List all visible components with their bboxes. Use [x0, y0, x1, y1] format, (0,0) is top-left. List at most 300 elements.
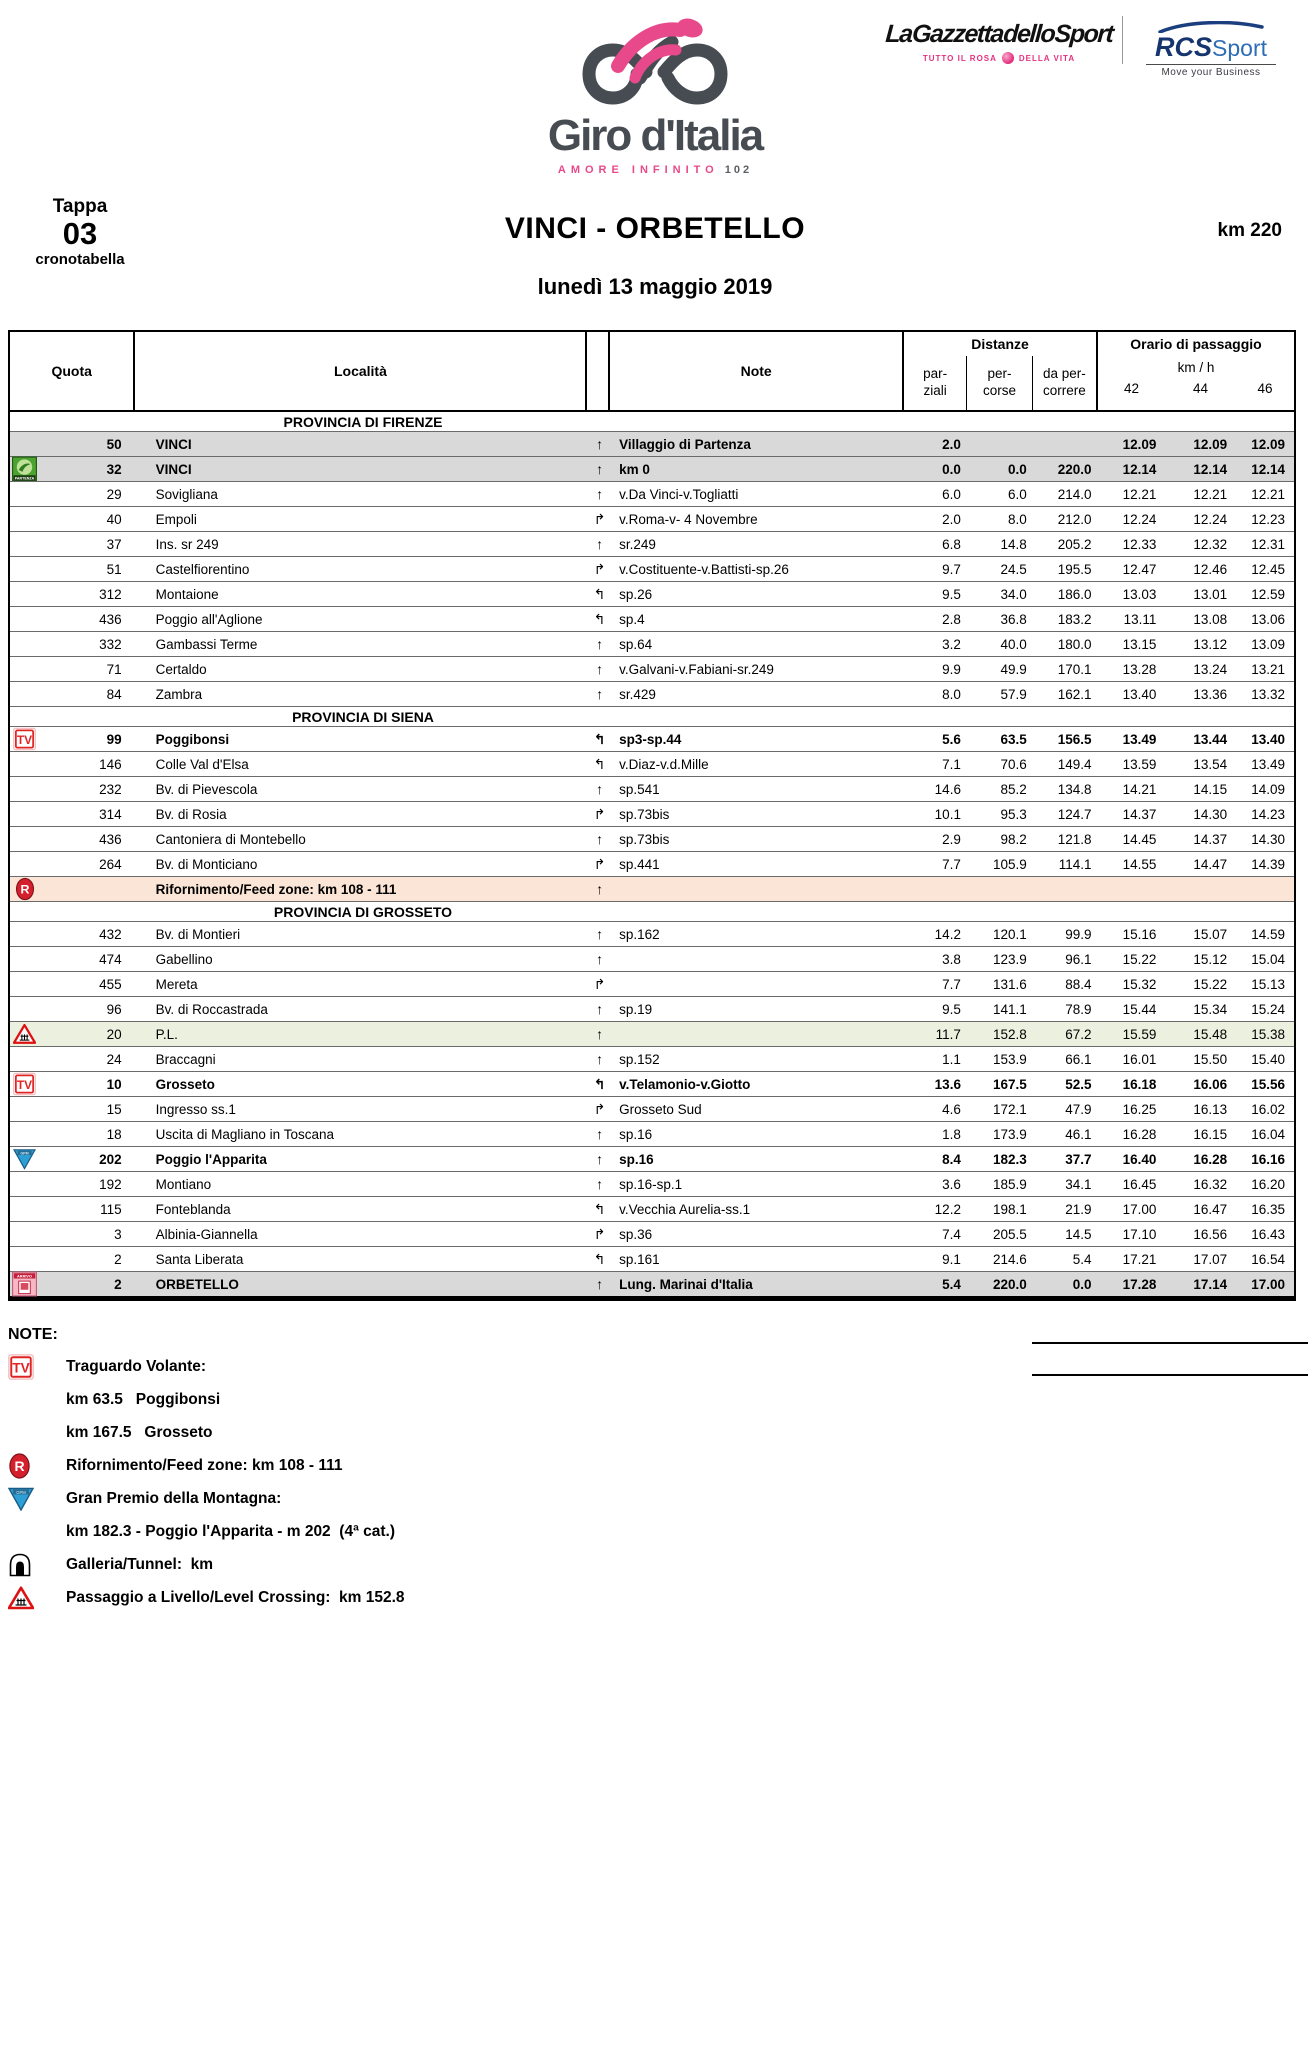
direction-arrow-icon: ↱ — [593, 510, 606, 527]
dapercorrere-cell: 134.8 — [1057, 781, 1092, 797]
quota-cell: 115 — [100, 1201, 122, 1217]
province-section-row — [10, 706, 1294, 726]
time-46-cell: 13.06 — [1251, 611, 1286, 627]
dapercorrere-cell: 205.2 — [1057, 536, 1092, 552]
finish-icon — [12, 1272, 37, 1297]
dapercorrere-cell: 46.1 — [1065, 1126, 1092, 1142]
time-44-cell: 13.12 — [1193, 636, 1228, 652]
time-42-cell: 16.01 — [1122, 1051, 1157, 1067]
logo-divider — [1122, 16, 1123, 64]
stage-distance: km 220 — [1217, 220, 1282, 241]
note-cell: v.Diaz-v.d.Mille — [619, 756, 709, 772]
time-44-cell: 14.37 — [1193, 831, 1228, 847]
time-46-cell: 17.00 — [1251, 1276, 1286, 1292]
giro-wordmark: Giro d'Italia — [547, 111, 763, 160]
parziali-cell: 14.6 — [934, 781, 961, 797]
column-header-quota: Quota — [10, 332, 135, 410]
feed-zone-icon — [8, 1453, 38, 1479]
time-46-cell: 13.09 — [1251, 636, 1286, 652]
time-42-cell: 12.09 — [1122, 436, 1157, 452]
time-44-cell: 14.15 — [1193, 781, 1228, 797]
localita-cell: Montiano — [155, 1176, 212, 1192]
quota-cell: 146 — [99, 756, 122, 772]
note-cell: sp.19 — [619, 1001, 653, 1017]
table-row — [10, 606, 1294, 631]
percorse-cell: 220.0 — [992, 1276, 1027, 1292]
giro-tagline: AMORE INFINITO 102 — [557, 164, 753, 176]
dapercorrere-cell: 162.1 — [1057, 686, 1092, 702]
localita-cell: Cantoniera di Montebello — [155, 831, 306, 847]
parziali-cell: 9.5 — [942, 1001, 961, 1017]
legend-item — [8, 1449, 908, 1482]
quota-cell: 3 — [114, 1226, 122, 1242]
quota-cell: 436 — [99, 831, 122, 847]
note-cell: v.Costituente-v.Battisti-sp.26 — [619, 561, 789, 577]
page-title: VINCI - ORBETELLO — [504, 212, 806, 245]
dapercorrere-cell: 96.1 — [1065, 951, 1092, 967]
direction-arrow-icon: ↑ — [596, 536, 604, 552]
time-42-cell: 14.55 — [1122, 856, 1157, 872]
localita-cell: Fonteblanda — [155, 1201, 231, 1217]
quota-cell: 40 — [106, 511, 122, 527]
localita-cell: P.L. — [155, 1026, 178, 1042]
parziali-cell: 13.6 — [934, 1076, 961, 1092]
dapercorrere-cell: 67.2 — [1065, 1026, 1092, 1042]
time-46-cell: 13.21 — [1251, 661, 1286, 677]
time-44-cell: 12.46 — [1193, 561, 1228, 577]
time-44-cell: 12.24 — [1193, 511, 1228, 527]
column-header-dapercorrere: da per- correre — [1032, 356, 1096, 410]
parziali-cell: 8.0 — [942, 686, 961, 702]
note-cell: km 0 — [619, 461, 650, 477]
time-42-cell: 12.21 — [1122, 486, 1157, 502]
time-44-cell: 16.13 — [1193, 1101, 1228, 1117]
time-46-cell: 16.04 — [1251, 1126, 1286, 1142]
table-row — [10, 1096, 1294, 1121]
percorse-cell: 123.9 — [992, 951, 1027, 967]
parziali-cell: 9.1 — [942, 1251, 961, 1267]
percorse-cell: 0.0 — [1007, 461, 1027, 477]
percorse-cell: 63.5 — [1000, 731, 1027, 747]
column-header-speed-44: 44 — [1192, 381, 1209, 396]
quota-cell: 2 — [114, 1251, 122, 1267]
quota-cell: 10 — [106, 1076, 122, 1092]
table-row — [10, 481, 1294, 506]
time-44-cell: 14.47 — [1193, 856, 1228, 872]
dapercorrere-cell: 186.0 — [1057, 586, 1092, 602]
quota-cell: 232 — [99, 781, 122, 797]
direction-arrow-icon: ↑ — [596, 486, 604, 502]
note-cell: v.Da Vinci-v.Togliatti — [619, 486, 739, 502]
percorse-cell: 57.9 — [1000, 686, 1027, 702]
table-row — [10, 726, 1294, 751]
direction-arrow-icon: ↱ — [593, 975, 606, 992]
parziali-cell: 14.2 — [934, 926, 961, 942]
intermediate-sprint-icon — [12, 727, 37, 752]
feed-zone-icon — [12, 877, 37, 902]
giro-logo — [435, 14, 875, 176]
time-46-cell: 12.23 — [1251, 511, 1286, 527]
dapercorrere-cell: 66.1 — [1065, 1051, 1092, 1067]
time-46-cell: 16.35 — [1251, 1201, 1286, 1217]
svg-text:TV: TV — [16, 1077, 33, 1092]
province-section-row — [10, 412, 1294, 431]
rose-icon — [1002, 52, 1014, 64]
note-cell: sp.162 — [619, 926, 660, 942]
legend-text: km 63.5 Poggibonsi — [66, 1390, 221, 1408]
table-body — [10, 412, 1294, 1296]
time-46-cell: 14.39 — [1251, 856, 1286, 872]
note-cell: sp.64 — [619, 636, 653, 652]
note-cell: v.Galvani-v.Fabiani-sr.249 — [619, 661, 774, 677]
table-row — [10, 1171, 1294, 1196]
dapercorrere-cell: 170.1 — [1057, 661, 1092, 677]
time-42-cell: 13.11 — [1123, 611, 1157, 627]
note-cell: sp.441 — [619, 856, 660, 872]
direction-arrow-icon: ↑ — [596, 881, 604, 897]
dapercorrere-cell: 0.0 — [1072, 1276, 1092, 1292]
note-cell: v.Roma-v- 4 Novembre — [619, 511, 758, 527]
direction-arrow-icon: ↰ — [593, 610, 606, 627]
time-44-cell: 16.28 — [1193, 1151, 1228, 1167]
time-42-cell: 16.25 — [1122, 1101, 1157, 1117]
time-46-cell: 15.04 — [1251, 951, 1286, 967]
cronotabella-table — [8, 330, 1296, 1301]
direction-arrow-icon: ↱ — [593, 560, 606, 577]
table-row — [10, 1021, 1294, 1046]
time-44-cell: 12.32 — [1193, 536, 1228, 552]
direction-arrow-icon: ↑ — [596, 1176, 604, 1192]
time-42-cell: 15.16 — [1122, 926, 1157, 942]
column-header-speed-42: 42 — [1123, 381, 1140, 396]
time-42-cell: 17.28 — [1122, 1276, 1157, 1292]
direction-arrow-icon: ↑ — [596, 661, 604, 677]
time-42-cell: 12.24 — [1122, 511, 1157, 527]
direction-arrow-icon: ↑ — [596, 436, 604, 452]
time-42-cell: 14.21 — [1122, 781, 1157, 797]
quota-cell: 29 — [106, 486, 122, 502]
dapercorrere-cell: 52.5 — [1065, 1076, 1092, 1092]
quota-cell: 84 — [106, 686, 122, 702]
quota-cell: 436 — [99, 611, 122, 627]
parziali-cell: 9.7 — [942, 561, 961, 577]
time-46-cell: 13.40 — [1251, 731, 1286, 747]
quota-cell: 264 — [99, 856, 122, 872]
parziali-cell: 9.5 — [942, 586, 961, 602]
direction-arrow-icon: ↑ — [596, 1026, 604, 1042]
table-row — [10, 996, 1294, 1021]
table-row — [10, 506, 1294, 531]
quota-cell: 99 — [106, 731, 122, 747]
blank-line-2 — [1032, 1374, 1308, 1376]
time-44-cell: 16.06 — [1193, 1076, 1228, 1092]
kom-icon — [8, 1487, 38, 1511]
time-46-cell: 12.21 — [1251, 486, 1286, 502]
percorse-cell: 153.9 — [992, 1051, 1027, 1067]
giro-edition-number: 102 — [724, 164, 753, 176]
legend-text: Traguardo Volante: — [66, 1357, 207, 1375]
intermediate-sprint-icon — [12, 1072, 37, 1097]
quota-cell: 71 — [106, 661, 122, 677]
time-44-cell: 15.48 — [1193, 1026, 1228, 1042]
parziali-cell: 9.9 — [942, 661, 961, 677]
percorse-cell: 185.9 — [992, 1176, 1027, 1192]
time-42-cell: 12.47 — [1122, 561, 1157, 577]
gazzetta-wordmark: La Gazzetta dello Sport — [884, 20, 1114, 48]
table-row — [10, 581, 1294, 606]
parziali-cell: 10.1 — [934, 806, 961, 822]
direction-arrow-icon: ↰ — [593, 1200, 606, 1217]
dapercorrere-cell: 180.0 — [1057, 636, 1092, 652]
note-cell: Lung. Marinai d'Italia — [619, 1276, 753, 1292]
legend-item — [8, 1350, 908, 1383]
table-row — [10, 456, 1294, 481]
time-44-cell: 16.56 — [1193, 1226, 1228, 1242]
time-42-cell: 13.40 — [1122, 686, 1157, 702]
time-44-cell: 13.44 — [1193, 731, 1228, 747]
start-icon — [12, 457, 37, 482]
table-row — [10, 876, 1294, 901]
legend-item — [8, 1383, 908, 1416]
parziali-cell: 3.8 — [942, 951, 961, 967]
level-crossing-icon — [12, 1022, 37, 1047]
svg-text:ARRIVO: ARRIVO — [17, 1274, 32, 1279]
province-section-row — [10, 901, 1294, 921]
parziali-cell: 6.0 — [942, 486, 961, 502]
time-46-cell: 16.20 — [1251, 1176, 1286, 1192]
time-42-cell: 15.32 — [1122, 976, 1157, 992]
direction-arrow-icon: ↑ — [596, 831, 604, 847]
table-row — [10, 851, 1294, 876]
legend-item — [8, 1581, 908, 1614]
intermediate-sprint-icon — [8, 1354, 38, 1380]
table-header — [10, 332, 1294, 412]
quota-cell: 37 — [106, 536, 122, 552]
tunnel-icon — [8, 1553, 38, 1577]
blank-line-1 — [1032, 1342, 1308, 1344]
legend-text: Galleria/Tunnel: km — [66, 1555, 214, 1573]
time-46-cell: 15.38 — [1251, 1026, 1286, 1042]
localita-cell: Bv. di Roccastrada — [155, 1001, 268, 1017]
quota-cell: 20 — [106, 1026, 122, 1042]
table-row — [10, 751, 1294, 776]
localita-cell: Certaldo — [155, 661, 207, 677]
direction-arrow-icon: ↑ — [596, 926, 604, 942]
direction-arrow-icon: ↑ — [596, 1151, 604, 1167]
note-cell: Grosseto Sud — [619, 1101, 702, 1117]
percorse-cell: 173.9 — [992, 1126, 1027, 1142]
localita-cell: VINCI — [155, 436, 192, 452]
percorse-cell: 70.6 — [1000, 756, 1027, 772]
percorse-cell: 172.1 — [992, 1101, 1027, 1117]
localita-cell: Albinia-Giannella — [155, 1226, 258, 1242]
svg-text:R: R — [20, 882, 29, 897]
direction-arrow-icon: ↑ — [596, 951, 604, 967]
percorse-cell: 40.0 — [1000, 636, 1027, 652]
localita-cell: Poggio all'Aglione — [155, 611, 263, 627]
table-row — [10, 1121, 1294, 1146]
tappa-number: 03 — [62, 216, 98, 251]
localita-cell: Poggio l'Apparita — [155, 1151, 267, 1167]
table-row — [10, 531, 1294, 556]
column-header-parziali: par- ziali — [923, 366, 948, 398]
time-44-cell: 15.07 — [1193, 926, 1228, 942]
localita-cell: Zambra — [155, 686, 203, 702]
direction-arrow-icon: ↰ — [593, 1250, 606, 1267]
time-44-cell: 17.07 — [1193, 1251, 1228, 1267]
direction-arrow-icon: ↱ — [593, 855, 606, 872]
localita-cell: Bv. di Rosia — [155, 806, 227, 822]
quota-cell: 202 — [99, 1151, 122, 1167]
localita-cell: Poggibonsi — [155, 731, 230, 747]
column-header-percorse: per- corse — [966, 356, 1031, 410]
time-44-cell: 15.12 — [1193, 951, 1228, 967]
time-46-cell: 12.45 — [1251, 561, 1286, 577]
parziali-cell: 3.2 — [942, 636, 961, 652]
direction-arrow-icon: ↑ — [596, 1001, 604, 1017]
table-row — [10, 826, 1294, 851]
table-row — [10, 556, 1294, 581]
table-row — [10, 656, 1294, 681]
note-cell: sp.36 — [619, 1226, 653, 1242]
legend-text: km 167.5 Grosseto — [66, 1423, 213, 1441]
percorse-cell: 85.2 — [1000, 781, 1027, 797]
time-42-cell: 13.49 — [1122, 731, 1157, 747]
percorse-cell: 8.0 — [1007, 511, 1027, 527]
quota-cell: 51 — [106, 561, 122, 577]
time-44-cell: 13.36 — [1193, 686, 1228, 702]
province-section-label: PROVINCIA DI FIRENZE — [283, 413, 443, 430]
localita-cell: Bv. di Pievescola — [155, 781, 258, 797]
localita-cell: Uscita di Magliano in Toscana — [155, 1126, 334, 1142]
percorse-cell: 198.1 — [992, 1201, 1027, 1217]
localita-cell: Santa Liberata — [155, 1251, 244, 1267]
localita-cell: Mereta — [155, 976, 198, 992]
table-row — [10, 1196, 1294, 1221]
localita-cell: Gambassi Terme — [155, 636, 258, 652]
time-46-cell: 15.56 — [1251, 1076, 1286, 1092]
percorse-cell: 36.8 — [1000, 611, 1027, 627]
note-cell: sr.429 — [619, 686, 656, 702]
percorse-cell: 182.3 — [992, 1151, 1027, 1167]
note-cell: sr.249 — [619, 536, 656, 552]
table-row — [10, 946, 1294, 971]
localita-cell: VINCI — [155, 461, 192, 477]
svg-text:GPM: GPM — [16, 1489, 26, 1495]
direction-arrow-icon: ↰ — [593, 755, 606, 772]
parziali-cell: 3.6 — [942, 1176, 961, 1192]
column-group-distanze — [904, 332, 1098, 410]
time-42-cell: 15.59 — [1122, 1026, 1157, 1042]
dapercorrere-cell: 114.1 — [1058, 856, 1092, 872]
parziali-cell: 11.7 — [935, 1026, 961, 1042]
note-cell: sp.16 — [619, 1126, 653, 1142]
quota-cell: 50 — [106, 436, 122, 452]
level-crossing-icon — [8, 1586, 38, 1610]
direction-arrow-icon: ↰ — [593, 730, 606, 747]
note-cell: sp.73bis — [619, 806, 670, 822]
dapercorrere-cell: 212.0 — [1057, 511, 1092, 527]
time-46-cell: 16.02 — [1251, 1101, 1286, 1117]
time-42-cell: 12.33 — [1122, 536, 1157, 552]
legend-text: Rifornimento/Feed zone: km 108 - 111 — [66, 1456, 343, 1474]
table-row — [10, 1246, 1294, 1271]
localita-cell: Rifornimento/Feed zone: km 108 - 111 — [155, 881, 397, 897]
time-44-cell: 16.15 — [1193, 1126, 1228, 1142]
parziali-cell: 2.9 — [942, 831, 961, 847]
legend-text: km 182.3 - Poggio l'Apparita - m 202 (4ª cat.) — [66, 1522, 395, 1540]
time-42-cell: 17.00 — [1122, 1201, 1157, 1217]
localita-cell: ORBETELLO — [155, 1276, 239, 1292]
legend-item — [8, 1515, 908, 1548]
time-46-cell: 16.54 — [1251, 1251, 1286, 1267]
note-cell: Villaggio di Partenza — [619, 436, 751, 452]
parziali-cell: 7.4 — [942, 1226, 961, 1242]
parziali-cell: 4.6 — [942, 1101, 961, 1117]
quota-cell: 474 — [99, 951, 122, 967]
table-row — [10, 971, 1294, 996]
note-cell: sp.161 — [619, 1251, 660, 1267]
legend-item — [8, 1416, 908, 1449]
tappa-label: Tappa — [52, 196, 108, 217]
column-header-note: Note — [610, 332, 904, 410]
time-42-cell: 13.59 — [1122, 756, 1157, 772]
dapercorrere-cell: 124.7 — [1057, 806, 1092, 822]
percorse-cell: 105.9 — [992, 856, 1027, 872]
direction-arrow-icon: ↑ — [596, 636, 604, 652]
parziali-cell: 7.1 — [942, 756, 961, 772]
svg-text:TV: TV — [12, 1359, 30, 1375]
time-44-cell: 13.54 — [1193, 756, 1228, 772]
time-44-cell: 12.14 — [1193, 461, 1228, 477]
notes-heading: NOTE: — [8, 1326, 58, 1343]
kom-icon — [12, 1147, 37, 1172]
percorse-cell: 34.0 — [1000, 586, 1027, 602]
gazzetta-logo — [884, 20, 1114, 64]
time-42-cell: 16.18 — [1122, 1076, 1157, 1092]
time-46-cell: 13.32 — [1251, 686, 1286, 702]
note-cell: sp.16 — [619, 1151, 654, 1167]
time-46-cell: 12.09 — [1251, 436, 1286, 452]
province-section-label: PROVINCIA DI SIENA — [292, 708, 434, 725]
localita-cell: Sovigliana — [155, 486, 218, 502]
direction-arrow-icon: ↱ — [593, 805, 606, 822]
localita-cell: Castelfiorentino — [155, 561, 250, 577]
note-cell: sp.152 — [619, 1051, 660, 1067]
time-46-cell: 12.31 — [1251, 536, 1286, 552]
localita-cell: Empoli — [155, 511, 197, 527]
quota-cell: 32 — [106, 461, 122, 477]
time-42-cell: 16.45 — [1122, 1176, 1157, 1192]
dapercorrere-cell: 34.1 — [1065, 1176, 1092, 1192]
svg-text:PARTENZA: PARTENZA — [14, 476, 35, 481]
parziali-cell: 2.8 — [942, 611, 961, 627]
table-row — [10, 681, 1294, 706]
time-44-cell: 14.30 — [1193, 806, 1228, 822]
parziali-cell: 5.4 — [942, 1276, 961, 1292]
table-row — [10, 776, 1294, 801]
table-row — [10, 431, 1294, 456]
quota-cell: 312 — [99, 586, 122, 602]
rcs-sport-logo — [1146, 16, 1276, 78]
direction-arrow-icon: ↑ — [596, 1126, 604, 1142]
time-44-cell: 13.08 — [1193, 611, 1228, 627]
localita-cell: Montaione — [155, 586, 219, 602]
dapercorrere-cell: 5.4 — [1072, 1251, 1092, 1267]
percorse-cell: 6.0 — [1007, 486, 1027, 502]
time-42-cell: 15.44 — [1122, 1001, 1157, 1017]
province-section-label: PROVINCIA DI GROSSETO — [273, 903, 453, 920]
